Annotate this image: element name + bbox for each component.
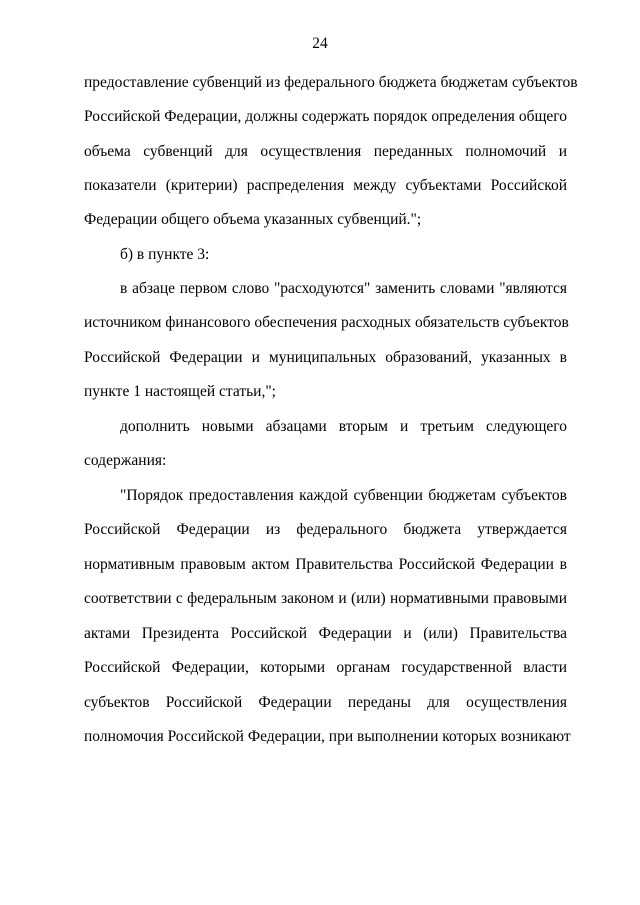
text-line: б) в пункте 3: [120,246,210,263]
text-line: в абзаце первом слово "расходуются" заменить словами "являются [120,280,567,297]
text-line: Федерации общего объема указанных субвенций."; [84,211,422,228]
text-line: содержания: [84,452,167,469]
text-line: нормативным правовым актом Правительства Российской Федерации в [84,556,567,573]
page-number: 24 [312,35,328,52]
text-line: Российской Федерации из федерального бюджета утверждается [84,521,567,538]
text-line: дополнить новыми абзацами вторым и третьим следующего [120,418,567,435]
text-line: Российской Федерации и муниципальных образований, указанных в [84,349,567,366]
text-line: полномочия Российской Федерации, при выполнении которых возникают [84,728,571,745]
text-line: пункте 1 настоящей статьи,"; [84,383,276,400]
text-line: источником финансового обеспечения расходных обязательств субъектов [84,314,569,331]
text-line: соответствии с федеральным законом и (или) нормативными правовыми [84,590,567,607]
text-line: актами Президента Российской Федерации и (или) Правительства [84,625,567,642]
text-line: субъектов Российской Федерации переданы для осуществления [84,694,567,711]
text-line: предоставление субвенций из федерального бюджета бюджетам субъектов [84,74,578,91]
text-line: показатели (критерии) распределения между субъектами Российской [84,177,567,194]
text-line: Российской Федерации, должны содержать порядок определения общего [84,108,567,125]
text-line: Российской Федерации, которыми органам государственной власти [84,659,567,676]
text-line: объема субвенций для осуществления переданных полномочий и [84,143,567,160]
text-line: "Порядок предоставления каждой субвенции бюджетам субъектов [120,487,567,504]
